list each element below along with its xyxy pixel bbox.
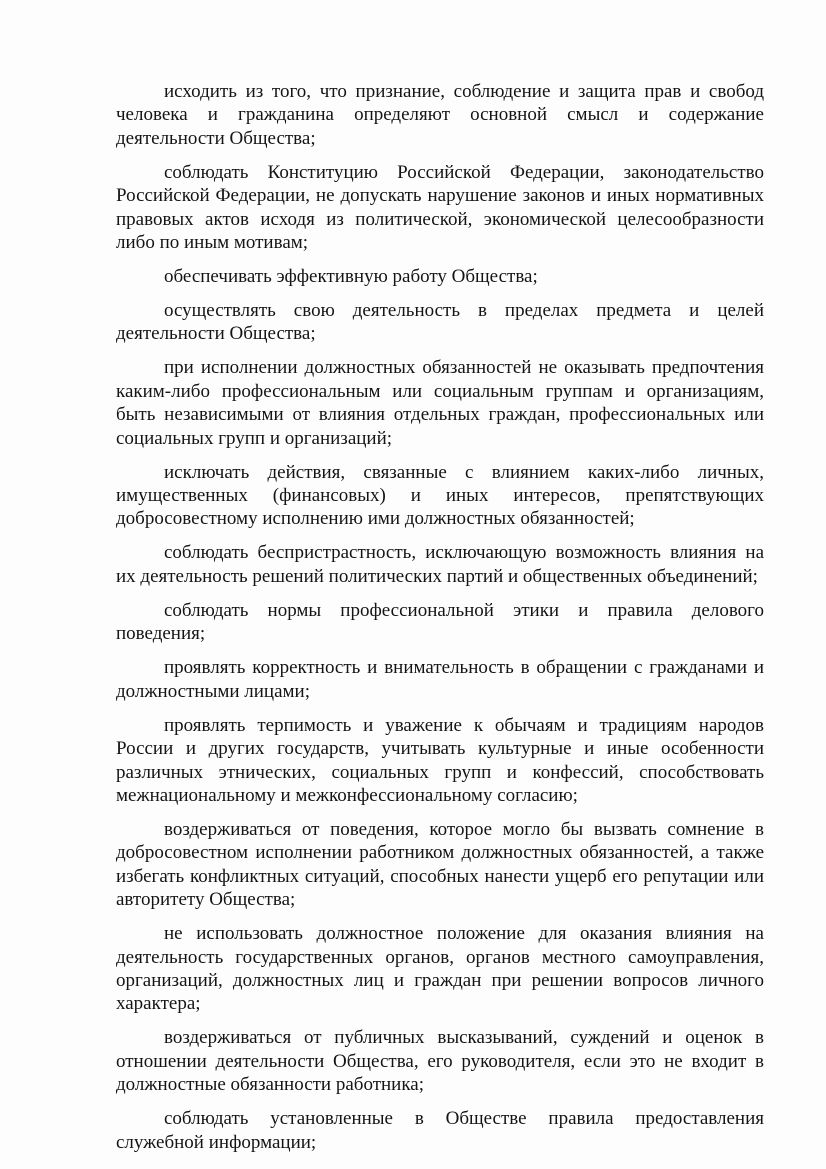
paragraph-1: исходить из того, что признание, соблюдение и защита прав и свобод человека и гражданина определяют основной смысл и содержание деятельности Общества;	[116, 81, 764, 149]
paragraph-4: осуществлять свою деятельность в пределах предмета и целей деятельности Общества;	[116, 300, 764, 345]
paragraph-8: соблюдать нормы профессиональной этики и правила делового поведения;	[116, 599, 764, 645]
paragraph-6: исключать действия, связанные с влиянием каких-либо личных, имущественных (финансовых) и иных интересов, препятствующих добросовестному исполнению ими должностных обязанностей;	[116, 461, 764, 530]
paragraph-11: воздерживаться от поведения, которое могло бы вызвать сомнение в добросовестном исполнении работником должностных обязанностей, а также избегать конфликтных ситуаций, способных нанести ущерб его репутации или авторитету Общества;	[116, 818, 764, 911]
paragraph-7: соблюдать беспристрастность, исключающую возможность влияния на их деятельность решений политических партий и общественных объединений;	[116, 542, 764, 587]
paragraph-3: обеспечивать эффективную работу Общества;	[164, 266, 538, 288]
paragraph-9: проявлять корректность и внимательность в обращении с гражданами и должностными лицами;	[116, 657, 764, 702]
paragraph-13: воздерживаться от публичных высказываний, суждений и оценок в отношении деятельности Общества, его руководителя, если это не входит в должностные обязанности работника;	[116, 1027, 764, 1096]
paragraph-14: соблюдать установленные в Обществе правила предоставления служебной информации;	[116, 1108, 764, 1153]
paragraph-10: проявлять терпимость и уважение к обычаям и традициям народов России и других государств, учитывать культурные и иные особенности различных этнических, социальных групп и конфессий, способствовать межнациональному и межконфессиональному согласию;	[116, 714, 764, 806]
paragraph-5: при исполнении должностных обязанностей не оказывать предпочтения каким-либо профессиональным или социальным группам и организациям, быть независимыми от влияния отдельных граждан, профессиональных или социальных групп и организаций;	[116, 357, 764, 449]
paragraph-2: соблюдать Конституцию Российской Федерации, законодательство Российской Федерации, не допускать нарушение законов и иных нормативных правовых актов исходя из политической, экономической целесообразности либо по иным мотивам;	[116, 161, 764, 254]
document-body	[116, 80, 764, 1154]
paragraph-12: не использовать должностное положение для оказания влияния на деятельность государственных органов, органов местного самоуправления, организаций, должностных лиц и граждан при решении вопросов личного характера;	[116, 923, 764, 1015]
